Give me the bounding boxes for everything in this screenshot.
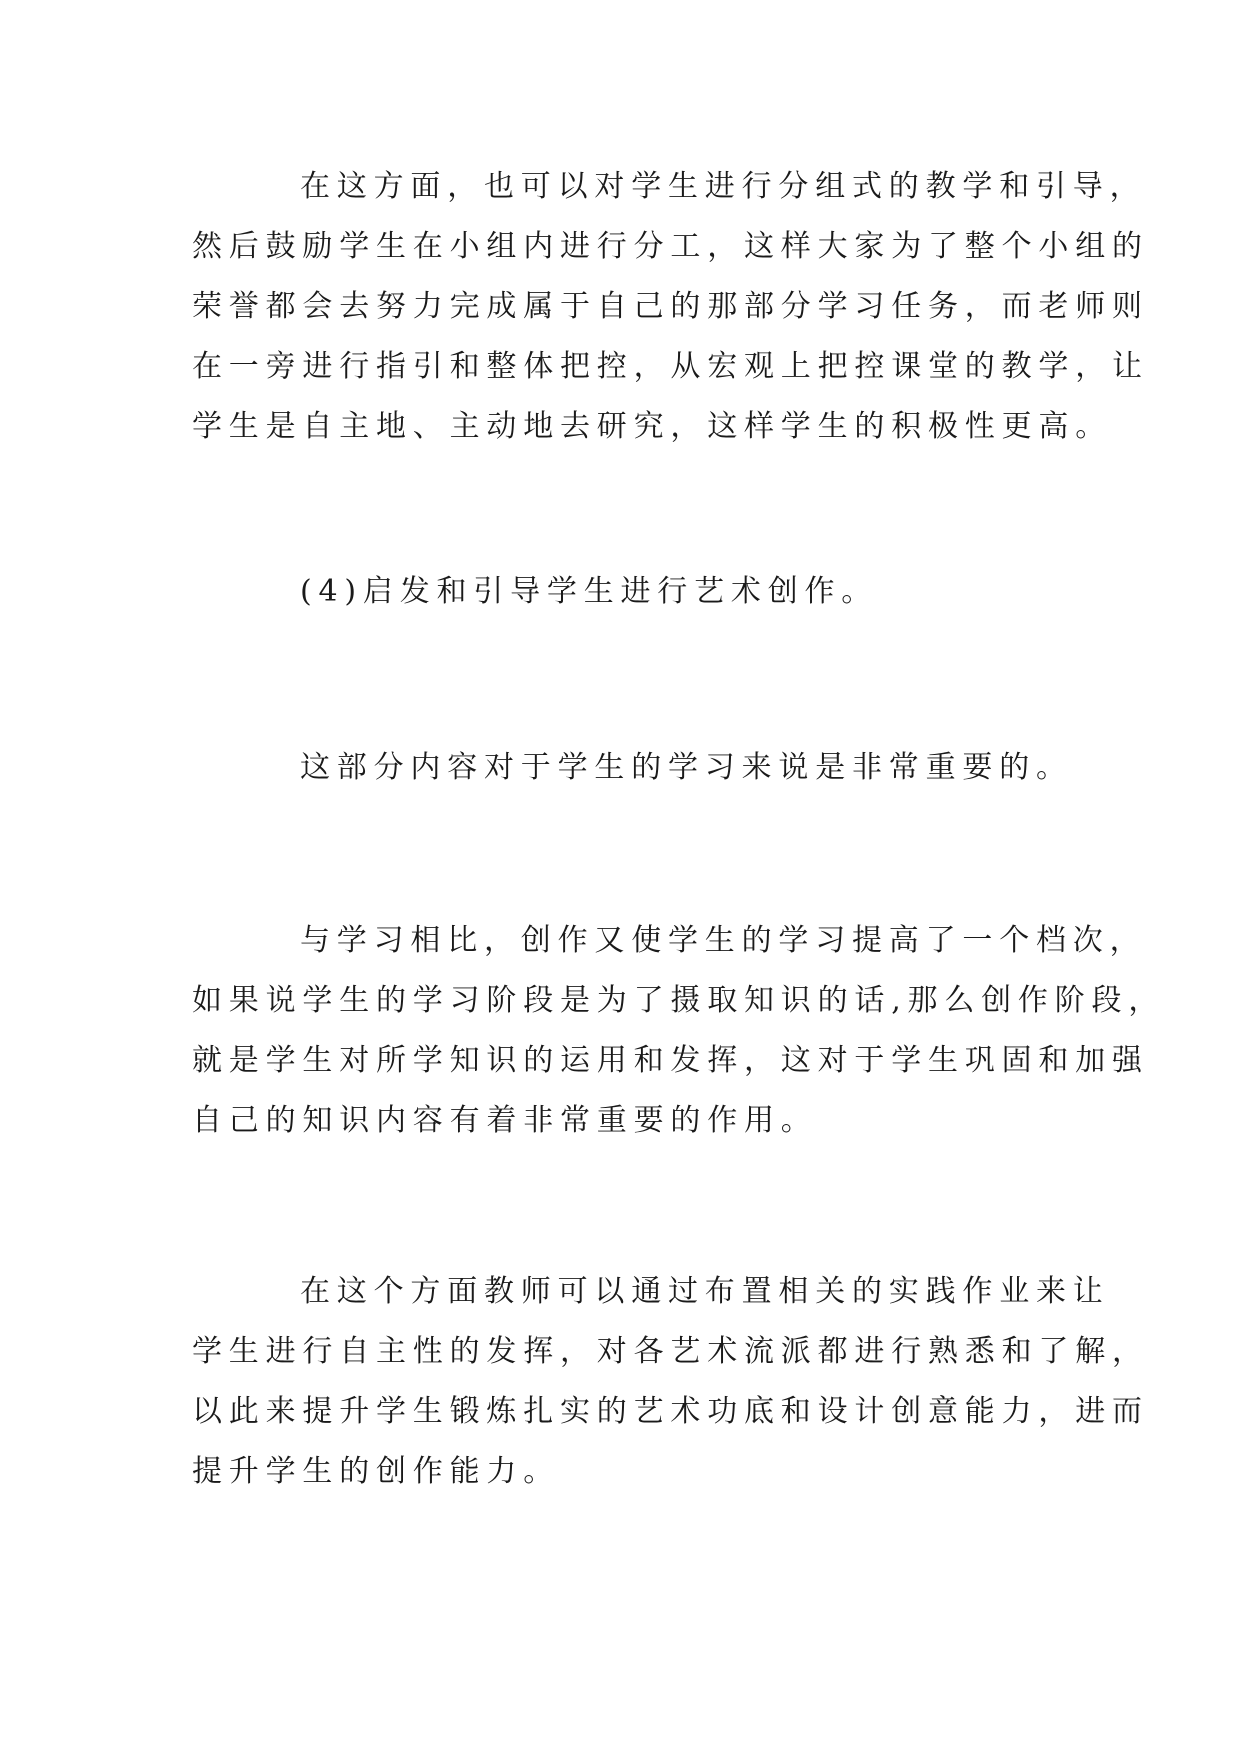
text-line: 在一旁进行指引和整体把控，从宏观上把控课堂的教学，让 [192, 349, 1149, 384]
paragraph-practice-assignments [192, 1262, 1149, 1502]
text-line: 在这方面，也可以对学生进行分组式的教学和引导， [300, 169, 1147, 204]
text-line: 自己的知识内容有着非常重要的作用。 [192, 1103, 818, 1138]
paragraph-creation-vs-learning [192, 911, 1166, 1151]
text-line: 在这个方面教师可以通过布置相关的实践作业来让 [300, 1274, 1110, 1309]
section-heading-art-creation [192, 562, 1062, 622]
text-line: 学生进行自主性的发挥，对各艺术流派都进行熟悉和了解， [192, 1334, 1149, 1369]
text-line: (4)启发和引导学生进行艺术创作。 [300, 574, 879, 609]
text-line: 与学习相比，创作又使学生的学习提高了一个档次， [300, 923, 1147, 958]
paragraph-group-teaching [192, 157, 1149, 457]
text-line: 学生是自主地、主动地去研究，这样学生的积极性更高。 [192, 409, 1112, 444]
paragraph-importance [192, 738, 1073, 798]
text-line: 这部分内容对于学生的学习来说是非常重要的。 [300, 750, 1073, 785]
text-line: 然后鼓励学生在小组内进行分工，这样大家为了整个小组的 [192, 229, 1149, 264]
text-line: 以此来提升学生锻炼扎实的艺术功底和设计创意能力，进而 [192, 1394, 1149, 1429]
text-line: 如果说学生的学习阶段是为了摄取知识的话,那么创作阶段， [192, 983, 1166, 1018]
text-line: 荣誉都会去努力完成属于自己的那部分学习任务，而老师则 [192, 289, 1149, 324]
text-line: 就是学生对所学知识的运用和发挥，这对于学生巩固和加强 [192, 1043, 1149, 1078]
text-line: 提升学生的创作能力。 [192, 1454, 560, 1489]
